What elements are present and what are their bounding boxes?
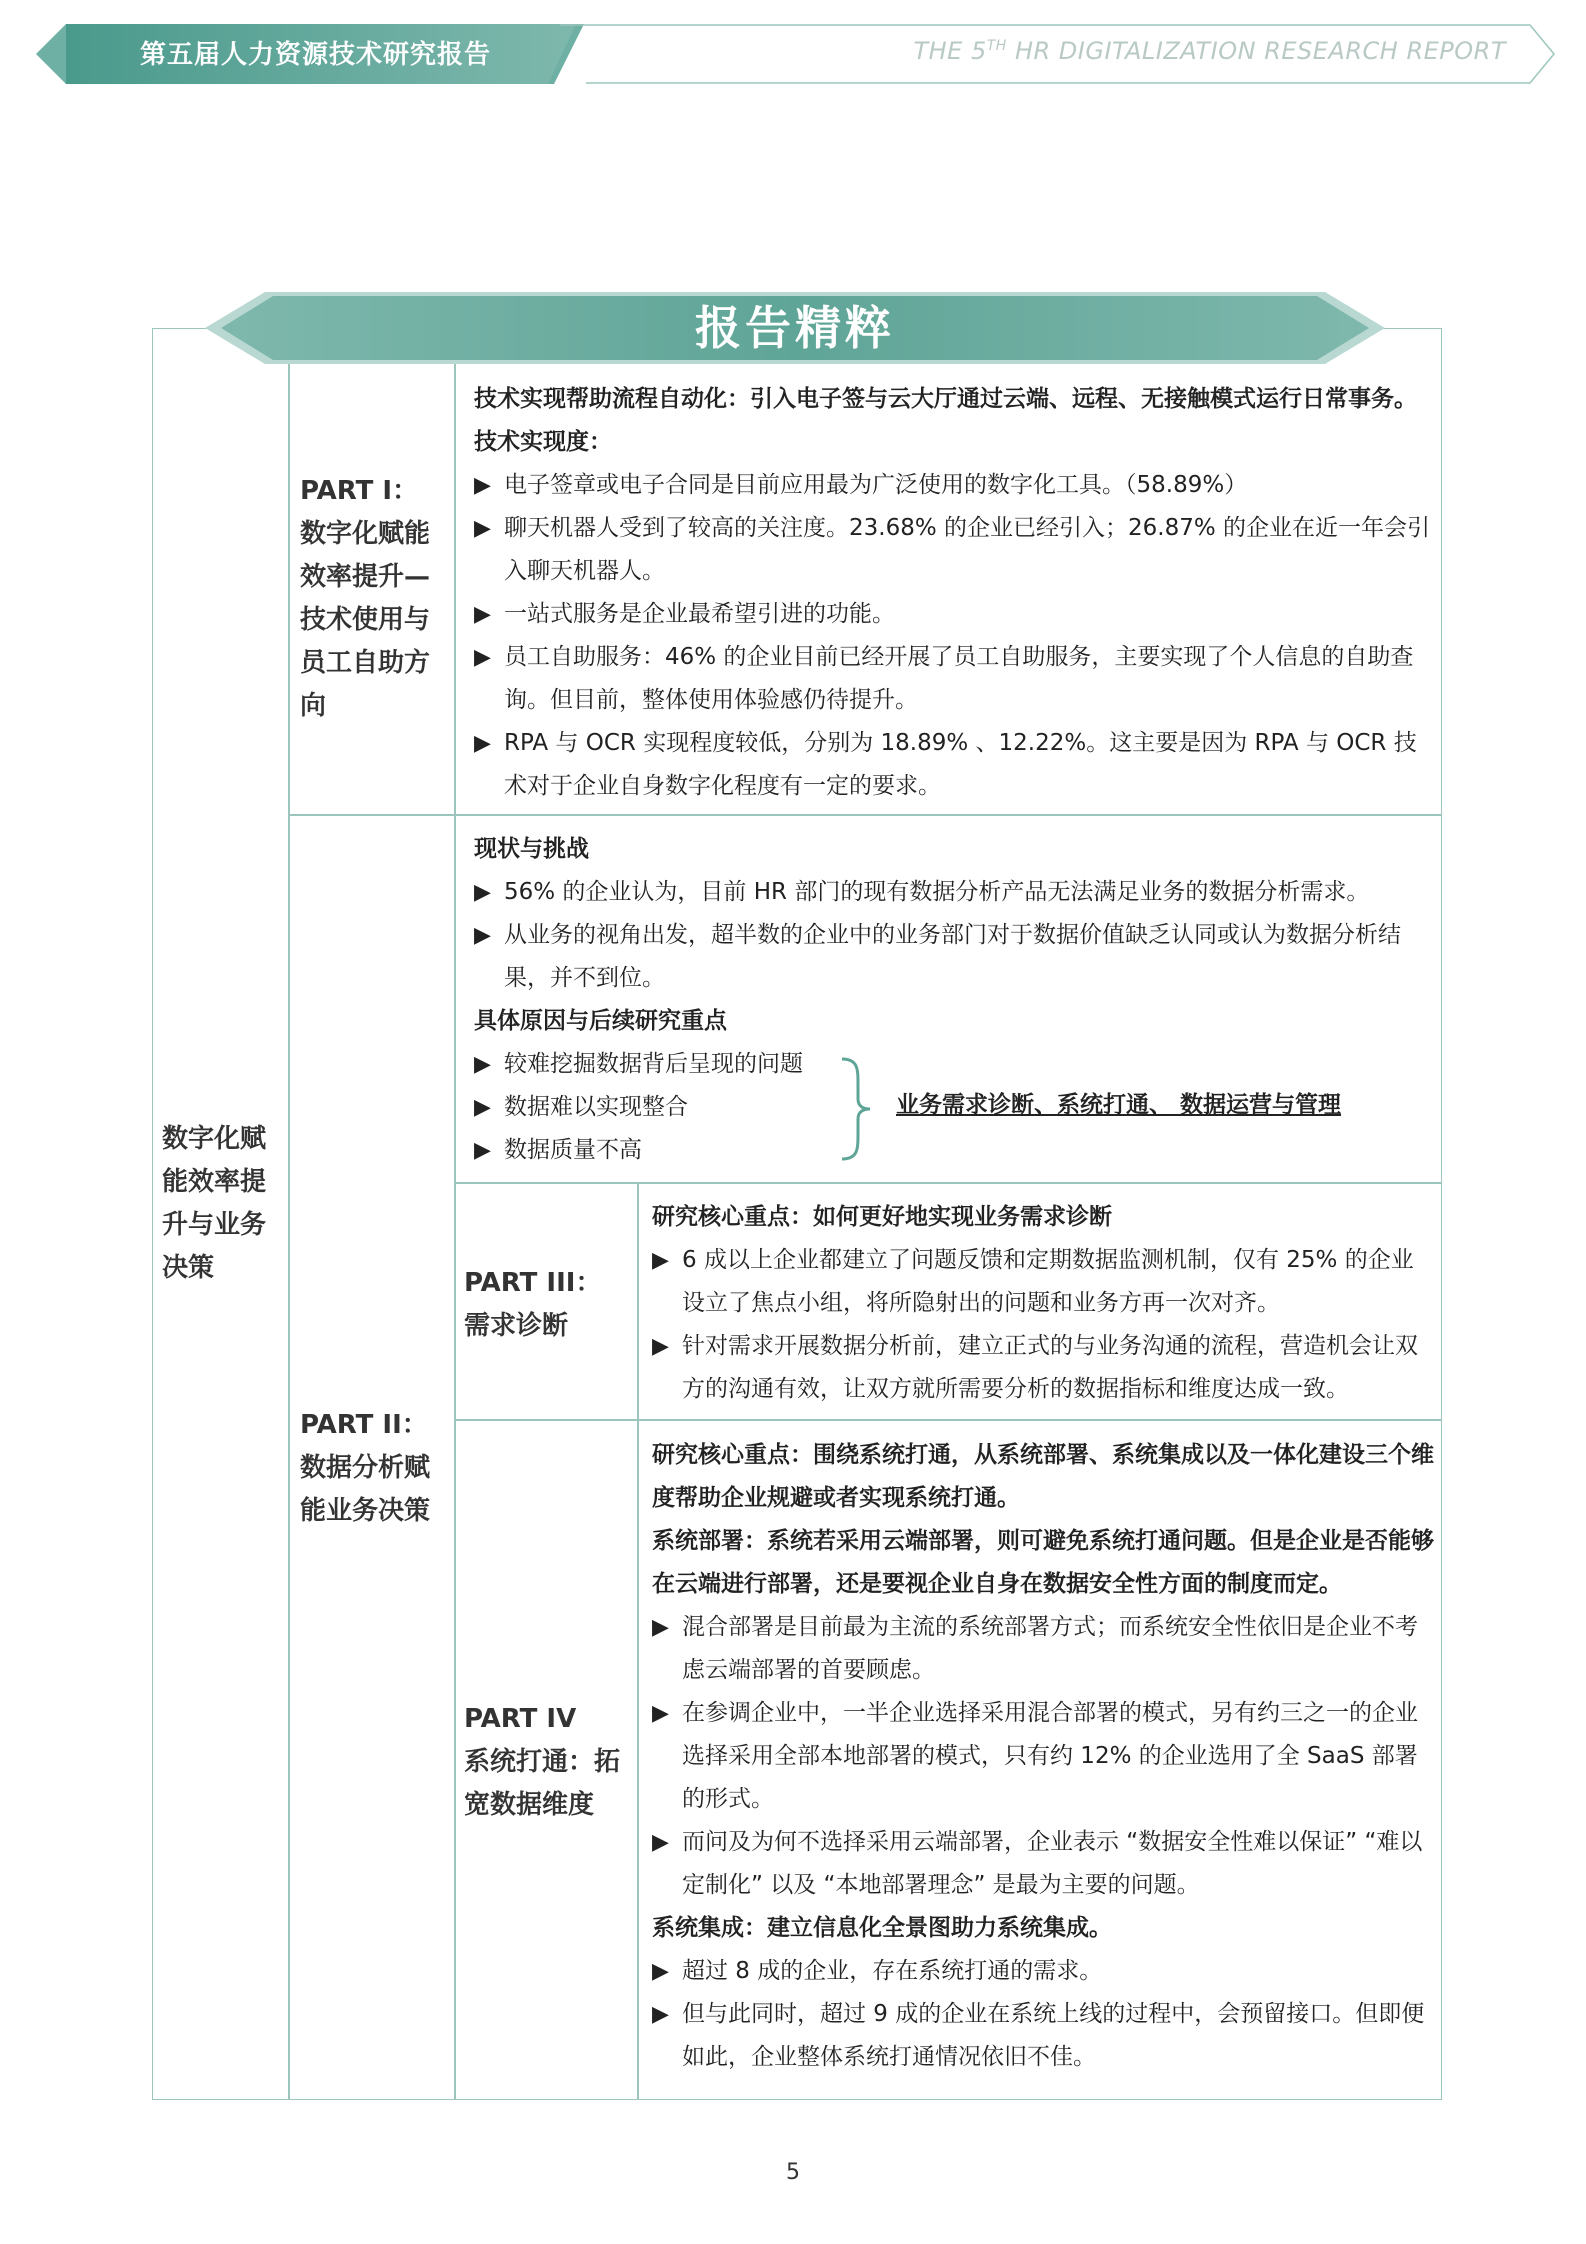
part2-sec1-title: 现状与挑战 xyxy=(474,836,589,862)
part3-label-a: PART III： xyxy=(464,1268,602,1298)
header-title-en-pre: THE 5 xyxy=(913,37,987,65)
page-number: 5 xyxy=(786,2160,800,2185)
part4-content xyxy=(652,1434,1434,2079)
left-column-label: 数字化赋能效率提升与业务决策 xyxy=(162,1124,267,1283)
part2-sec2-item: ▶ 数据质量不高 xyxy=(474,1129,844,1172)
part2-sec2-item: ▶ 较难挖掘数据背后呈现的问题 xyxy=(474,1043,844,1086)
divider-col1 xyxy=(288,364,290,2100)
part4-item: ▶ 混合部署是目前最为主流的系统部署方式；而系统安全性依旧是企业不考虑云端部署的首要顾虑。 xyxy=(652,1606,1434,1692)
part3-lead: 研究核心重点：如何更好地实现业务需求诊断 xyxy=(652,1204,1112,1230)
part3-label xyxy=(464,1262,634,1348)
part2-label-a: PART II： xyxy=(300,1410,428,1440)
part1-item: ▶ 电子签章或电子合同是目前应用最为广泛使用的数字化工具。（58.89%） xyxy=(474,464,1434,507)
part4-label xyxy=(464,1698,634,1827)
summary-banner xyxy=(205,292,1385,364)
part1-label-a: PART I： xyxy=(300,476,419,506)
part4-lead: 研究核心重点：围绕系统打通，从系统部署、系统集成以及一体化建设三个维度帮助企业规避或者实现系统打通。 xyxy=(652,1442,1434,1511)
part4-item: ▶ 但与此同时，超过 9 成的企业在系统上线的过程中，会预留接口。但即便如此，企业整体系统打通情况依旧不佳。 xyxy=(652,1993,1434,2079)
part2-sec2-item: ▶ 数据难以实现整合 xyxy=(474,1086,844,1129)
header-title-cn: 第五届人力资源技术研究报告 xyxy=(140,40,492,70)
part3-item: ▶ 针对需求开展数据分析前，建立正式的与业务沟通的流程，营造机会让双方的沟通有效，让双方就所需要分析的数据指标和维度达成一致。 xyxy=(652,1325,1434,1411)
part1-item: ▶ 一站式服务是企业最希望引进的功能。 xyxy=(474,593,1434,636)
divider-part3-bottom xyxy=(454,1419,1442,1421)
part1-item: ▶ 员工自助服务：46% 的企业目前已经开展了员工自助服务，主要实现了个人信息的自助查询。但目前，整体使用体验感仍待提升。 xyxy=(474,636,1434,722)
divider-col2 xyxy=(454,364,456,2100)
part4-item: ▶ 而问及为何不选择采用云端部署，企业表示 “数据安全性难以保证” “难以定制化” 以及 “本地部署理念” 是最为主要的问题。 xyxy=(652,1821,1434,1907)
header-title-en-post: HR DIGITALIZATION RESEARCH REPORT xyxy=(1006,37,1506,65)
divider-col3 xyxy=(637,1182,639,2100)
part2-label-b: 数据分析赋能业务决策 xyxy=(300,1453,431,1526)
header-title-en xyxy=(913,37,1506,65)
part4-sub1: 系统部署：系统若采用云端部署，则可避免系统打通问题。但是企业是否能够在云端进行部署，还是要视企业自身在数据安全性方面的制度而定。 xyxy=(652,1528,1434,1597)
part3-content xyxy=(652,1196,1434,1411)
part1-content xyxy=(474,378,1434,808)
part4-label-b: 系统打通：拓宽数据维度 xyxy=(464,1747,621,1820)
part1-lead: 技术实现帮助流程自动化：引入电子签与云大厅通过云端、远程、无接触模式运行日常事务。 xyxy=(474,386,1417,412)
part2-sec2-conclusion: 业务需求诊断、系统打通、 数据运营与管理 xyxy=(896,1092,1342,1118)
header-title-en-sup: TH xyxy=(986,38,1007,54)
part2-sec1-item: ▶ 56% 的企业认为，目前 HR 部门的现有数据分析产品无法满足业务的数据分析需求。 xyxy=(474,871,1434,914)
part1-item: ▶ RPA 与 OCR 实现程度较低，分别为 18.89% 、12.22%。这主要是因为 RPA 与 OCR 技术对于企业自身数字化程度有一定的要求。 xyxy=(474,722,1434,808)
part2-sec1-item: ▶ 从业务的视角出发，超半数的企业中的业务部门对于数据价值缺乏认同或认为数据分析结果，并不到位。 xyxy=(474,914,1434,1000)
part2-sec2-title: 具体原因与后续研究重点 xyxy=(474,1008,727,1034)
part1-label-b: 数字化赋能效率提升—技术使用与员工自助方向 xyxy=(300,519,431,721)
part1-item: ▶ 聊天机器人受到了较高的关注度。23.68% 的企业已经引入；26.87% 的企业在近一年会引入聊天机器人。 xyxy=(474,507,1434,593)
right-brace-icon xyxy=(836,1055,876,1163)
part2-label xyxy=(300,1404,448,1533)
part3-label-b: 需求诊断 xyxy=(464,1311,569,1341)
part4-label-a: PART IV xyxy=(464,1704,577,1734)
divider-part1-bottom xyxy=(288,814,1442,816)
part1-sub: 技术实现度： xyxy=(474,429,612,455)
part4-item: ▶ 超过 8 成的企业，存在系统打通的需求。 xyxy=(652,1950,1434,1993)
part4-item: ▶ 在参调企业中，一半企业选择采用混合部署的模式，另有约三之一的企业选择采用全部本地部署的模式，只有约 12% 的企业选用了全 SaaS 部署的形式。 xyxy=(652,1692,1434,1821)
part1-label xyxy=(300,470,448,728)
banner-title: 报告精粹 xyxy=(695,301,895,355)
part4-sub2: 系统集成：建立信息化全景图助力系统集成。 xyxy=(652,1915,1112,1941)
part3-item: ▶ 6 成以上企业都建立了问题反馈和定期数据监测机制，仅有 25% 的企业设立了焦点小组，将所隐射出的问题和业务方再一次对齐。 xyxy=(652,1239,1434,1325)
divider-part2-sub xyxy=(454,1182,1442,1184)
